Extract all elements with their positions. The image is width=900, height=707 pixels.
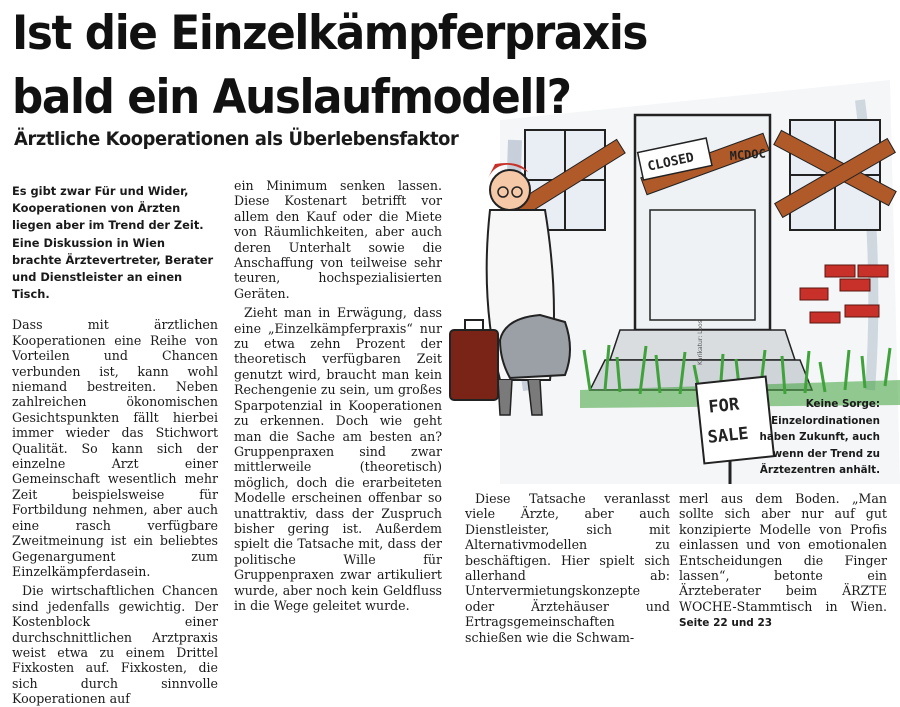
headline-line-2: bald ein Auslaufmodell? <box>12 70 571 125</box>
body-paragraph: Dass mit ärztlichen Kooperationen eine Reihe von Vorteilen und Chancen verbunden ist, kann wohl niemand bestreiten. Neben zahlreichen ökonomischen Gesichtspunkten fällt hierbei immer wieder das Stichwort Qualität. So kann sich der einzelne Arzt einer Gemeinschaft wesentlich mehr Zeit beispielsweise für Fortbildung nehmen, aber auch eine rasch verfügbare Zweitmeinung ist ein beliebtes Gegenargument zum Einzelkämpferdasein. <box>12 317 218 579</box>
suitcase <box>450 320 498 400</box>
column-2 <box>234 178 442 613</box>
body-paragraph: Die wirtschaftlichen Chancen sind jedenfalls gewichtig. Der Kostenblock einer durchschnittlichen Arztpraxis weist etwa zu einem Drittel Fixkosten auf. Fixkosten, die sich durch sinnvolle Kooperationen auf <box>12 583 218 707</box>
illustration-caption: Keine Sorge: Einzelordinationen haben Zukunft, auch wenn der Trend zu Ärztezentren anhält. <box>759 398 880 476</box>
column-1 <box>12 183 218 707</box>
column-3 <box>465 491 670 645</box>
headline-line-1: Ist die Einzelkämpferpraxis <box>12 6 648 61</box>
for-sale-sign-text-sale: SALE <box>706 423 750 448</box>
body-paragraph: Diese Tatsache veranlasst viele Ärzte, aber auch Dienstleister, sich mit Alternativmodellen zu beschäftigen. Hier spielt sich allerhand ab: Untervermietungskonzepte oder Ärztehäuser und Ertragsgemeinschaften schießen wie die Schwam- <box>465 491 670 645</box>
body-paragraph <box>679 491 887 632</box>
column-4 <box>679 491 887 630</box>
for-sale-sign-text-for: FOR <box>707 394 741 418</box>
closed-sign-text: CLOSED <box>646 150 696 175</box>
doctors-bag <box>500 315 570 378</box>
boarded-window-right <box>774 120 896 230</box>
lead-paragraph: Es gibt zwar Für und Wider, Kooperationen von Ärzten liegen aber im Trend der Zeit. Eine Diskussion in Wien brachte Ärztevertreter, Berater und Dienstleister an einen Tisch. <box>12 184 214 302</box>
artist-signature: Karikatur: Loos <box>697 320 704 365</box>
body-paragraph: Zieht man in Erwägung, dass eine „Einzelkämpferpraxis“ nur zu etwa zehn Prozent der theoretisch verfügbaren Zeit genutzt wird, braucht man kein Rechengenie zu sein, um großes Sparpotenzial in Kooperationen zu erkennen. Doch wie geht man die Sache am besten an? Gruppenpraxen sind zwar mittlerweile (theoretisch) möglich, doch die erarbeiteten Modelle erscheinen offenbar so unattraktiv, dass der Zuspruch bisher gering ist. Außerdem spielt die Tatsache mit, dass der politische Wille für Gruppenpraxen zwar artikuliert wurde, aber noch kein Geldfluss in die Wege geleitet wurde. <box>234 305 442 613</box>
body-paragraph: ein Minimum senken lassen. Diese Kostenart betrifft vor allem den Kauf oder die Miete von Räumlichkeiten, aber auch deren Unterhalt sowie die Anschaffung von teilweise sehr teuren, hochspezialisierten Geräten. <box>234 178 442 301</box>
subheadline: Ärztliche Kooperationen als Überlebensfaktor <box>14 128 459 150</box>
mcdoc-sign: MCDOC <box>729 146 767 163</box>
body-text: merl aus dem Boden. „Man sollte sich aber nur auf gut konzipierte Modelle von Profis einlassen und von emotionalen Entscheidungen die Finger lassen“, betonte ein Ärzteberater beim ÄRZTE WOCHE-Stammtisch in Wien. <box>679 491 887 614</box>
page-reference: Seite 22 und 23 <box>679 617 773 630</box>
